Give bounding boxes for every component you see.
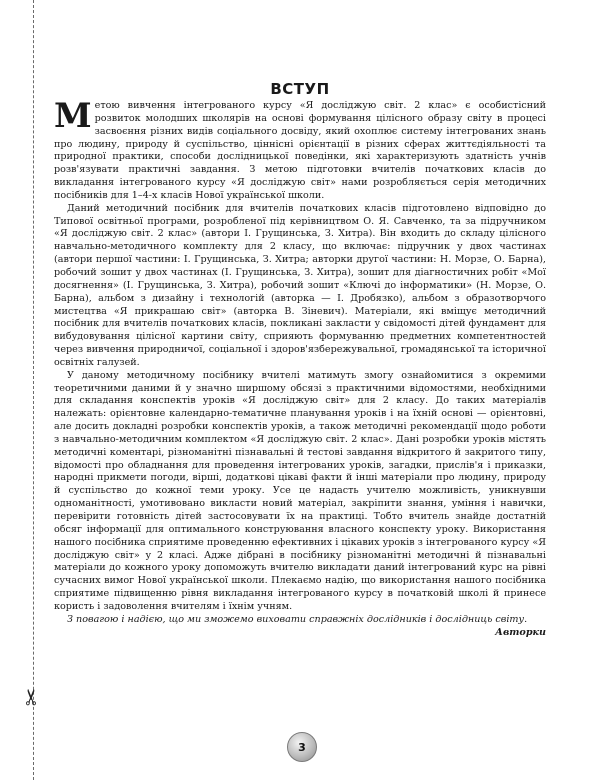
drop-cap: М xyxy=(54,96,92,136)
intro-paragraph xyxy=(54,96,546,203)
body-paragraph-3: У даному методичному посібнику вчителі матимуть змогу ознайомитися з окремими теоретичними даними й у значно ширшому обсязі з практичними відомостями, необхідними для складання конспектів уроків «Я досліджую світ» для 2 класу. До таких матеріалів належать: орієнтовне календарно-тематичне планування уроків і на їхній основі — орієнтовні, але досить докладні розробки конспектів уроків, а також методичні рекомендації щодо роботи з навчально-методичним комплектом «Я досліджую світ. 2 клас». Дані розробки уроків містять методичні коментарі, різноманітні пізнавальні й тестові завдання відкритого й закритого типу, відомості про обладнання для проведення інтегрованих уроків, загадки, прислів'я і приказки, народні прикмети погоди, вірші, додаткові цікаві факти й інші матеріали про людину, природу й суспільство до кожної теми уроку. Усе це надасть учителю можливість, уникнувши одноманітності, умотивовано викласти новий матеріал, закріпити знання, уміння і навички, перевірити готовність дітей застосовувати їх на практиці. Тобто вчитель знайде достатній обсяг інформації для оптимального конструювання власного конспекту уроку. Використання нашого посібника сприятиме проведенню ефективних і цікавих уроків з інтегрованого курсу «Я досліджую світ» у 2 класі. Адже дібрані в посібнику різноманітні методичні й пізнавальні матеріали до кожного уроку допоможуть вчителю викладати даний інтегрований курс на рівні сучасних вимог Нової української школи. Плекаємо надію, що використання нашого посібника сприятиме підвищенню рівня викладання інтегрованого курсу в початковій школі й принесе користь і задоволення вчителям і їхнім учням. xyxy=(54,369,546,612)
page-content xyxy=(54,80,546,639)
body-paragraph-2: Даний методичний посібник для вчителів початкових класів підготовлено відповідно до Типової освітньої програми, розробленої під керівництвом О. Я. Савченко, та за підручником «Я досліджую світ. 2 клас» (автори І. Грущинська, З. Хитра). Він входить до складу цілісного навчально-методичного комплекту для 2 класу, що включає: підручник у двох частинах (автори першої частини: І. Грущинська, З. Хитра; авторки другої частини: Н. Морзе, О. Барна), робочий зошит у двох частинах (І. Грущинська, З. Хитра), зошит для діагностичних робіт «Мої досягнення» (І. Грущинська, З. Хитра), робочий зошит «Ключі до інформатики» (Н. Морзе, О. Барна), альбом з дизайну і технологій (авторка — І. Дробязко), альбом з образотворчого мистецтва «Я прикрашаю світ» (авторка В. Зіневич). Матеріали, які вміщує методичний посібник для вчителів початкових класів, покликані закласти у свідомості дітей фундамент для вибудовування цілісної картини світу, сприяють формуванню предметних компетентностей через вивчення природничої, соціальної і здоров'язбережувальної, громадянської та історичної освітніх галузей. xyxy=(54,202,546,368)
signature: Авторки xyxy=(495,626,546,638)
page-title: ВСТУП xyxy=(270,80,330,98)
cut-line xyxy=(33,0,34,780)
page-number: 3 xyxy=(298,740,306,754)
closing-line: З повагою і надією, що ми зможемо виховати справжніх дослідників і дослідниць світу. xyxy=(67,613,528,625)
intro-paragraph-text: етою вивчення інтегрованого курсу «Я досліджую світ. 2 клас» є особистісний розвиток молодших школярів на основі формування цілісного образу світу в процесі засвоєння різних видів соціального досвіду, який охоплює систему інтегрованих знань про людину, природу й суспільство, ціннісні орієнтації в різних сферах життєдіяльності та природної практики, способи дослідницької поведінки, які характеризують здатність учнів розв'язувати практичні завдання. З метою підготовки вчителів початкових класів до викладання інтегрованого курсу «Я досліджую світ» нами розробляється серія методичних посібників для 1–4-х класів Нової української школи. xyxy=(54,100,546,201)
scissors-icon: ✂ xyxy=(20,687,45,707)
page-number-badge xyxy=(287,732,317,762)
